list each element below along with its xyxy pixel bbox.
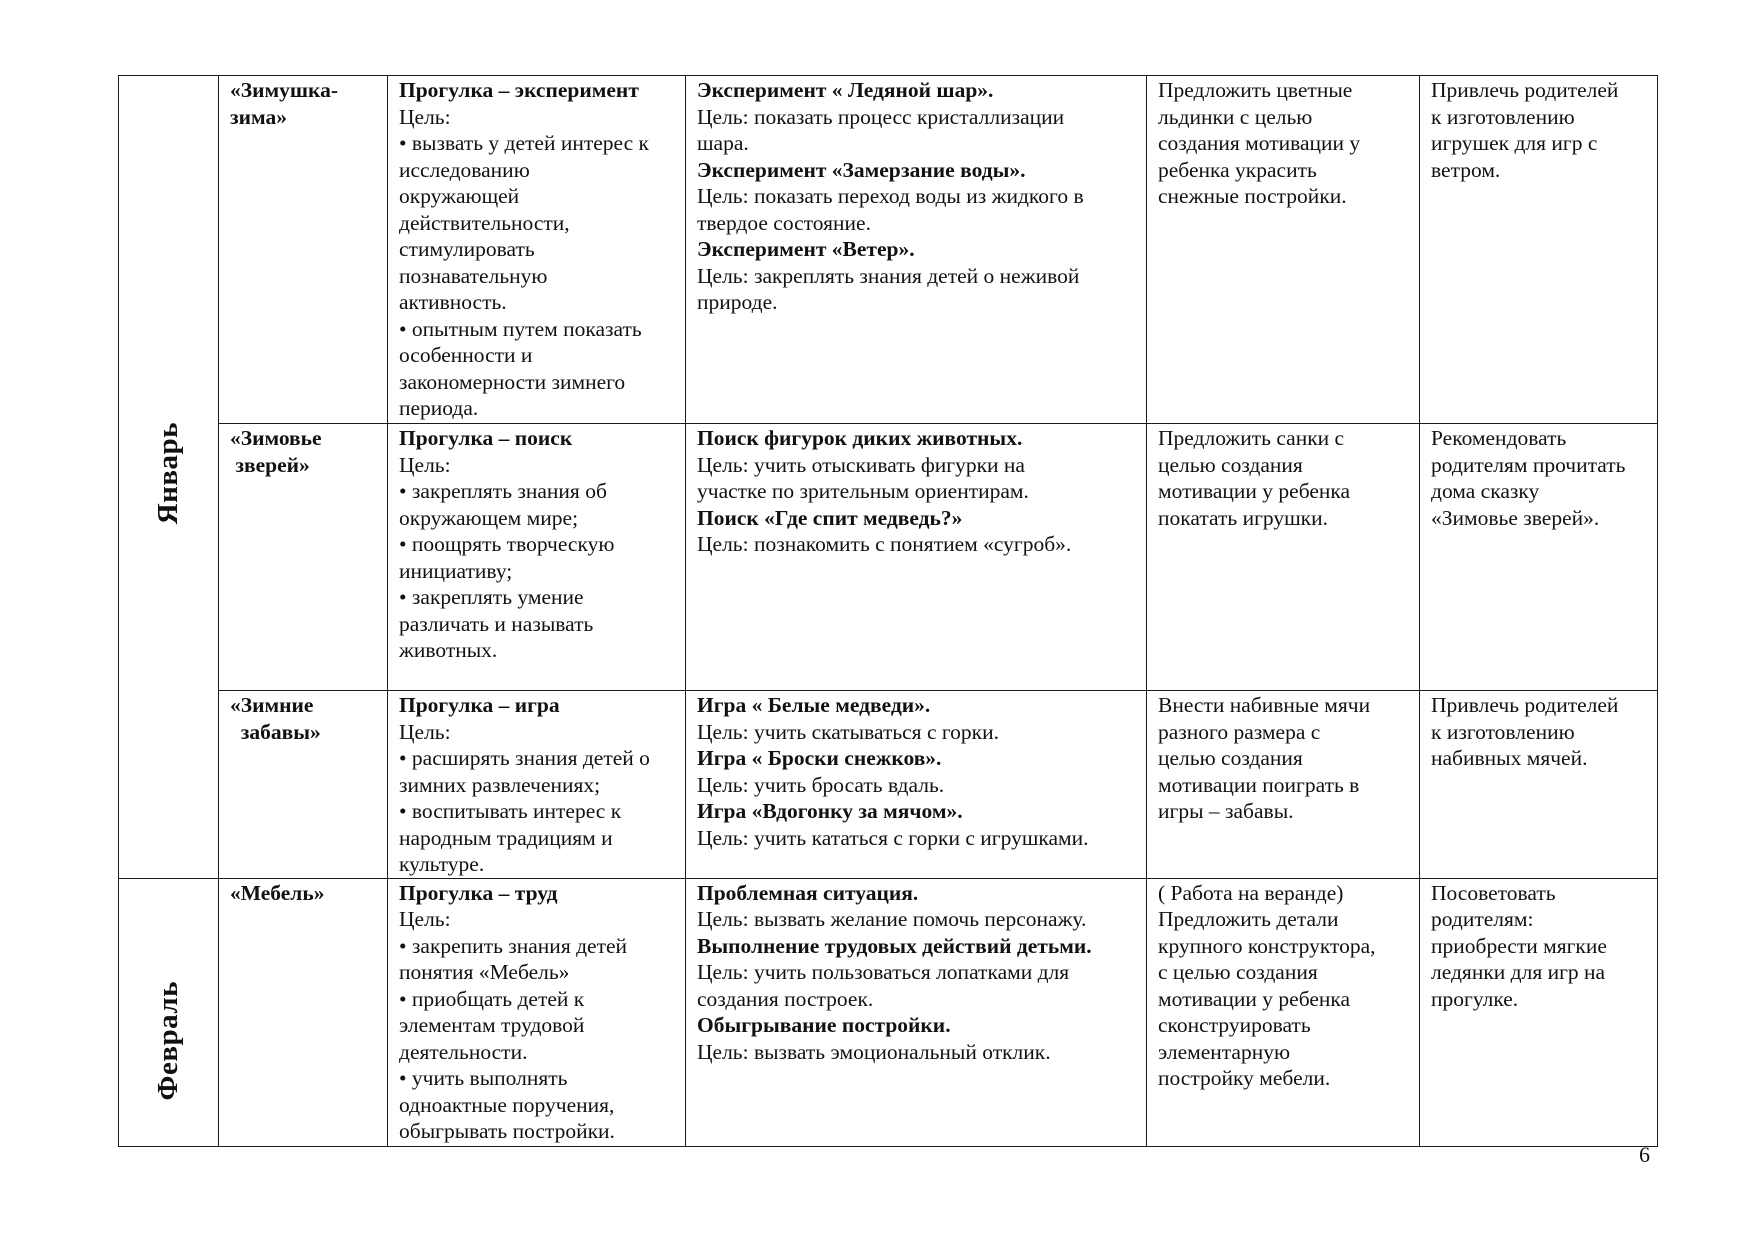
cell-line: забавы»: [230, 719, 321, 744]
parents-cell: [1420, 691, 1658, 879]
planning-table: [118, 75, 1658, 1147]
walk-cell: [388, 691, 686, 879]
cell-line: Посоветовать: [1431, 880, 1556, 905]
cell-line: к изготовлению: [1431, 104, 1575, 129]
cell-heading: Эксперимент «Замерзание воды».: [697, 157, 1026, 182]
cell-line: Цель: показать переход воды из жидкого в: [697, 184, 1084, 208]
cell-line: льдинки с целью: [1158, 104, 1313, 129]
cell-line: Привлечь родителей: [1431, 693, 1619, 717]
cell-line: познавательную: [399, 263, 548, 288]
cell-line: «Мебель»: [230, 880, 325, 905]
cell-line: активность.: [399, 290, 507, 314]
cell-line: периода.: [399, 396, 479, 420]
cell-line: одноактные поручения,: [399, 1092, 615, 1117]
cell-line: • закреплять умение: [399, 585, 584, 609]
cell-line: Цель: учить пользоваться лопатками для: [697, 960, 1070, 984]
cell-line: Цель: познакомить с понятием «сугроб».: [697, 532, 1072, 556]
cell-line: крупного конструктора,: [1158, 933, 1376, 958]
cell-line: дома сказку: [1431, 479, 1540, 503]
cell-heading: Прогулка – игра: [399, 693, 560, 717]
table-row: [119, 878, 1658, 1146]
page-number: 6: [1639, 1142, 1650, 1167]
cell-line: • расширять знания детей о: [399, 746, 650, 770]
cell-line: родителям:: [1431, 907, 1534, 931]
cell-line: особенности и: [399, 343, 533, 367]
activities-cell: [686, 691, 1147, 879]
cell-line: • поощрять творческую: [399, 532, 615, 556]
cell-line: разного размера с: [1158, 719, 1321, 744]
cell-line: снежные постройки.: [1158, 184, 1347, 208]
cell-line: народным традициям и: [399, 825, 613, 850]
cell-line: игрушек для игр с: [1431, 131, 1598, 155]
theme-cell: [219, 76, 388, 424]
cell-line: «Зимовье: [230, 426, 322, 450]
cell-line: зверей»: [230, 452, 310, 477]
cell-line: Цель: учить отыскивать фигурки на: [697, 452, 1025, 477]
cell-line: Цель:: [399, 452, 451, 477]
cell-heading: Выполнение трудовых действий детьми.: [697, 933, 1092, 958]
cell-line: окружающем мире;: [399, 505, 579, 530]
cell-line: Цель: вызвать эмоциональный отклик.: [697, 1039, 1051, 1064]
cell-line: исследованию: [399, 157, 530, 182]
walk-cell: [388, 76, 686, 424]
cell-line: • приобщать детей к: [399, 986, 585, 1011]
cell-line: деятельности.: [399, 1039, 528, 1064]
environment-cell: [1147, 878, 1420, 1146]
theme-cell: [219, 424, 388, 691]
cell-line: Цель: учить бросать вдаль.: [697, 772, 945, 797]
cell-line: к изготовлению: [1431, 719, 1575, 744]
cell-line: • вызвать у детей интерес к: [399, 131, 649, 155]
cell-line: зима»: [230, 104, 288, 129]
cell-heading: Эксперимент «Ветер».: [697, 237, 915, 261]
cell-line: родителям прочитать: [1431, 452, 1626, 477]
theme-cell: [219, 878, 388, 1146]
cell-line: «Зимовье зверей».: [1431, 505, 1600, 530]
cell-line: покатать игрушки.: [1158, 505, 1329, 530]
cell-line: Цель: учить скатываться с горки.: [697, 719, 999, 744]
cell-line: элементарную: [1158, 1039, 1291, 1064]
parents-cell: [1420, 424, 1658, 691]
cell-heading: Поиск «Где спит медведь?»: [697, 505, 963, 530]
cell-line: с целью создания: [1158, 960, 1318, 984]
cell-line: Предложить цветные: [1158, 78, 1353, 102]
cell-line: ( Работа на веранде): [1158, 880, 1344, 905]
cell-line: создания мотивации у: [1158, 131, 1361, 155]
cell-line: Предложить детали: [1158, 907, 1339, 931]
environment-cell: [1147, 76, 1420, 424]
theme-cell: [219, 691, 388, 879]
cell-line: Предложить санки с: [1158, 426, 1345, 450]
cell-line: • учить выполнять: [399, 1066, 568, 1090]
cell-line: природе.: [697, 290, 778, 314]
cell-heading: Игра « Белые медведи».: [697, 693, 931, 717]
environment-cell: [1147, 424, 1420, 691]
month-label: Январь: [152, 422, 185, 525]
cell-line: мотивации поиграть в: [1158, 772, 1360, 797]
walk-cell: [388, 878, 686, 1146]
activities-cell: [686, 76, 1147, 424]
parents-cell: [1420, 76, 1658, 424]
cell-line: создания построек.: [697, 986, 874, 1011]
cell-line: ребенка украсить: [1158, 157, 1317, 182]
cell-heading: Игра «Вдогонку за мячом».: [697, 799, 963, 823]
cell-line: • воспитывать интерес к: [399, 799, 622, 823]
cell-line: «Зимушка-: [230, 78, 339, 102]
cell-heading: Проблемная ситуация.: [697, 880, 919, 905]
cell-heading: Прогулка – эксперимент: [399, 78, 639, 102]
cell-line: шара.: [697, 131, 749, 155]
cell-line: твердое состояние.: [697, 210, 871, 235]
parents-cell: [1420, 878, 1658, 1146]
planning-table-body: [119, 76, 1658, 1147]
month-label: Февраль: [152, 981, 185, 1101]
cell-heading: Игра « Броски снежков».: [697, 746, 942, 770]
activities-cell: [686, 424, 1147, 691]
cell-line: Цель:: [399, 719, 451, 744]
cell-line: целью создания: [1158, 746, 1303, 770]
cell-line: Цель: показать процесс кристаллизации: [697, 104, 1065, 129]
cell-line: ветром.: [1431, 157, 1501, 182]
cell-line: действительности,: [399, 210, 570, 235]
cell-heading: Прогулка – труд: [399, 880, 558, 905]
cell-line: прогулке.: [1431, 986, 1519, 1011]
month-cell: [119, 878, 219, 1146]
cell-line: целью создания: [1158, 452, 1303, 477]
cell-line: Цель: вызвать желание помочь персонажу.: [697, 907, 1087, 931]
cell-heading: Поиск фигурок диких животных.: [697, 426, 1023, 450]
environment-cell: [1147, 691, 1420, 879]
month-cell: [119, 76, 219, 879]
cell-line: Цель:: [399, 907, 451, 931]
cell-line: Цель: закреплять знания детей о неживой: [697, 263, 1080, 288]
cell-line: Цель: учить кататься с горки с игрушками.: [697, 825, 1089, 850]
cell-line: сконструировать: [1158, 1013, 1311, 1037]
cell-line: игры – забавы.: [1158, 799, 1294, 823]
cell-line: зимних развлечениях;: [399, 772, 601, 797]
cell-line: элементам трудовой: [399, 1013, 585, 1037]
cell-line: обыгрывать постройки.: [399, 1119, 615, 1143]
cell-line: приобрести мягкие: [1431, 933, 1607, 958]
cell-line: инициативу;: [399, 558, 513, 583]
cell-line: Привлечь родителей: [1431, 78, 1619, 102]
walk-cell: [388, 424, 686, 691]
cell-line: участке по зрительным ориентирам.: [697, 479, 1029, 503]
cell-line: • закреплять знания об: [399, 479, 607, 503]
cell-line: Внести набивные мячи: [1158, 693, 1371, 717]
table-row: [119, 424, 1658, 691]
cell-line: Рекомендовать: [1431, 426, 1567, 450]
cell-line: мотивации у ребенка: [1158, 986, 1351, 1011]
cell-line: окружающей: [399, 184, 520, 208]
cell-line: животных.: [399, 638, 498, 662]
cell-line: мотивации у ребенка: [1158, 479, 1351, 503]
cell-line: закономерности зимнего: [399, 369, 626, 394]
cell-line: стимулировать: [399, 237, 535, 261]
cell-line: набивных мячей.: [1431, 746, 1588, 770]
table-row: [119, 691, 1658, 879]
cell-line: различать и называть: [399, 611, 594, 636]
cell-line: постройку мебели.: [1158, 1066, 1331, 1090]
cell-line: «Зимние: [230, 693, 314, 717]
cell-line: • опытным путем показать: [399, 316, 642, 341]
cell-line: понятия «Мебель»: [399, 960, 570, 984]
cell-heading: Обыгрывание постройки.: [697, 1013, 951, 1037]
cell-line: ледянки для игр на: [1431, 960, 1606, 984]
table-row: [119, 76, 1658, 424]
cell-line: Цель:: [399, 104, 451, 129]
cell-heading: Эксперимент « Ледяной шар».: [697, 78, 994, 102]
activities-cell: [686, 878, 1147, 1146]
cell-heading: Прогулка – поиск: [399, 426, 573, 450]
cell-line: • закрепить знания детей: [399, 933, 628, 958]
cell-line: культуре.: [399, 852, 485, 876]
